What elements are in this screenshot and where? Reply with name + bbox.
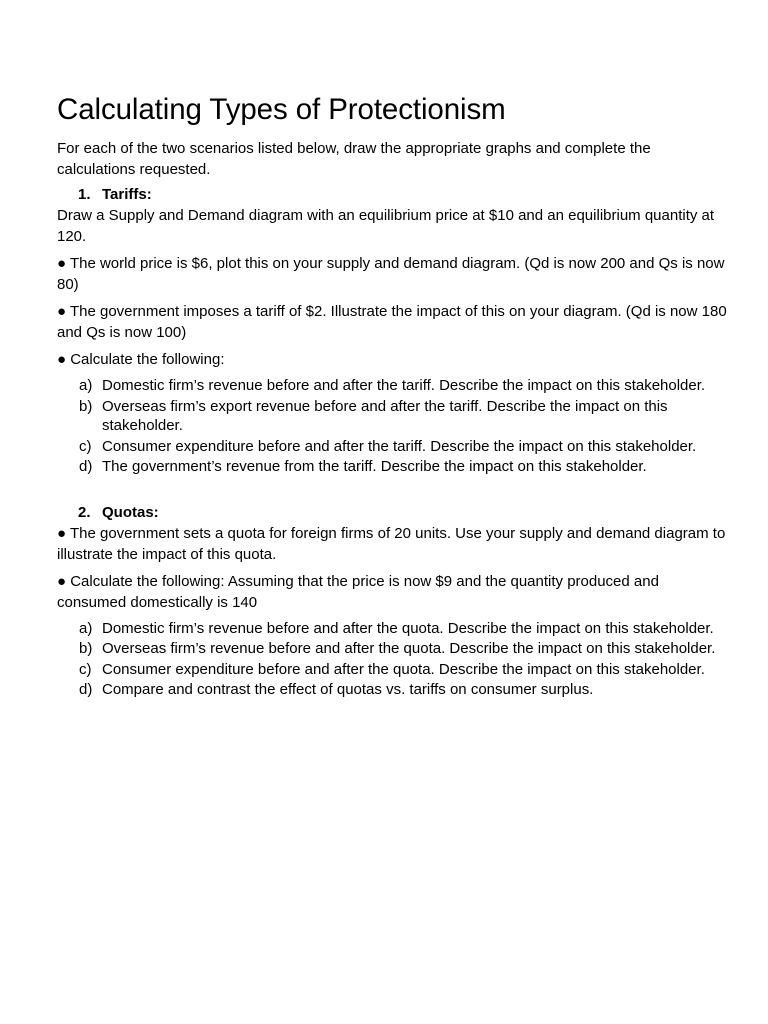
list-item-text: Overseas firm’s revenue before and after the quota. Describe the impact on this stakeholder.: [102, 640, 716, 657]
list-item-text: Consumer expenditure before and after the tariff. Describe the impact on this stakeholder.: [102, 437, 697, 455]
quotas-calculation-list: [57, 619, 730, 700]
list-item: [57, 376, 730, 396]
section-number: 2.: [78, 503, 91, 521]
list-item-letter: b): [79, 640, 93, 657]
section-heading-quotas: [57, 503, 730, 523]
section-spacer: [57, 478, 730, 503]
list-item: [57, 397, 730, 436]
bullet-item: ● The world price is $6, plot this on your supply and demand diagram. (Qd is now 200 and Qs is now 80): [57, 255, 725, 293]
list-item-letter: b): [79, 397, 93, 415]
list-item-text: The government’s revenue from the tariff. Describe the impact on this stakeholder.: [102, 458, 647, 475]
list-item-text: Domestic firm’s revenue before and after the tariff. Describe the impact on this stakeholder.: [102, 377, 706, 394]
list-item-letter: a): [79, 619, 93, 637]
list-item-text: Overseas firm’s export revenue before and after the tariff. Describe the impact on this stakeholder.: [102, 397, 668, 434]
bullet-item: ● The government imposes a tariff of $2. Illustrate the impact of this on your diagram. (Qd is now 180 and Qs is now 100): [57, 303, 727, 341]
list-item: [57, 457, 730, 477]
list-item-letter: c): [79, 437, 92, 455]
section-quotas: [57, 503, 730, 700]
list-item-text: Compare and contrast the effect of quotas vs. tariffs on consumer surplus.: [102, 681, 594, 698]
section-heading-tariffs: [57, 185, 730, 205]
tariffs-calculation-list: [57, 376, 730, 477]
section-title: Quotas:: [102, 503, 159, 521]
bullet-item: ● Calculate the following: Assuming that the price is now $9 and the quantity produced and consumed domestically is 140: [57, 572, 659, 611]
section-title: Tariffs:: [102, 186, 152, 203]
list-item: [57, 660, 730, 680]
list-item-text: Domestic firm’s revenue before and after the quota. Describe the impact on this stakeholder.: [102, 619, 714, 637]
list-item-letter: a): [79, 377, 93, 394]
section-number: 1.: [78, 186, 91, 203]
list-item-letter: c): [79, 660, 92, 678]
list-item: [57, 639, 730, 659]
list-item: [57, 680, 730, 700]
list-item-letter: d): [79, 458, 93, 475]
intro-paragraph: For each of the two scenarios listed below, draw the appropriate graphs and complete the calculations requested.: [57, 140, 651, 178]
list-item-letter: d): [79, 681, 93, 698]
section-tariffs: [57, 185, 730, 477]
bullet-item: ● The government sets a quota for foreign firms of 20 units. Use your supply and demand diagram to illustrate the impact of this quota.: [57, 524, 726, 563]
tariffs-lead-paragraph: Draw a Supply and Demand diagram with an equilibrium price at $10 and an equilibrium quantity at 120.: [57, 207, 715, 245]
page-title: Calculating Types of Protectionism: [57, 93, 506, 126]
list-item: [57, 619, 730, 639]
list-item: [57, 437, 730, 457]
bullet-item: ● Calculate the following:: [57, 351, 225, 368]
list-item-text: Consumer expenditure before and after the quota. Describe the impact on this stakeholder.: [102, 660, 705, 678]
